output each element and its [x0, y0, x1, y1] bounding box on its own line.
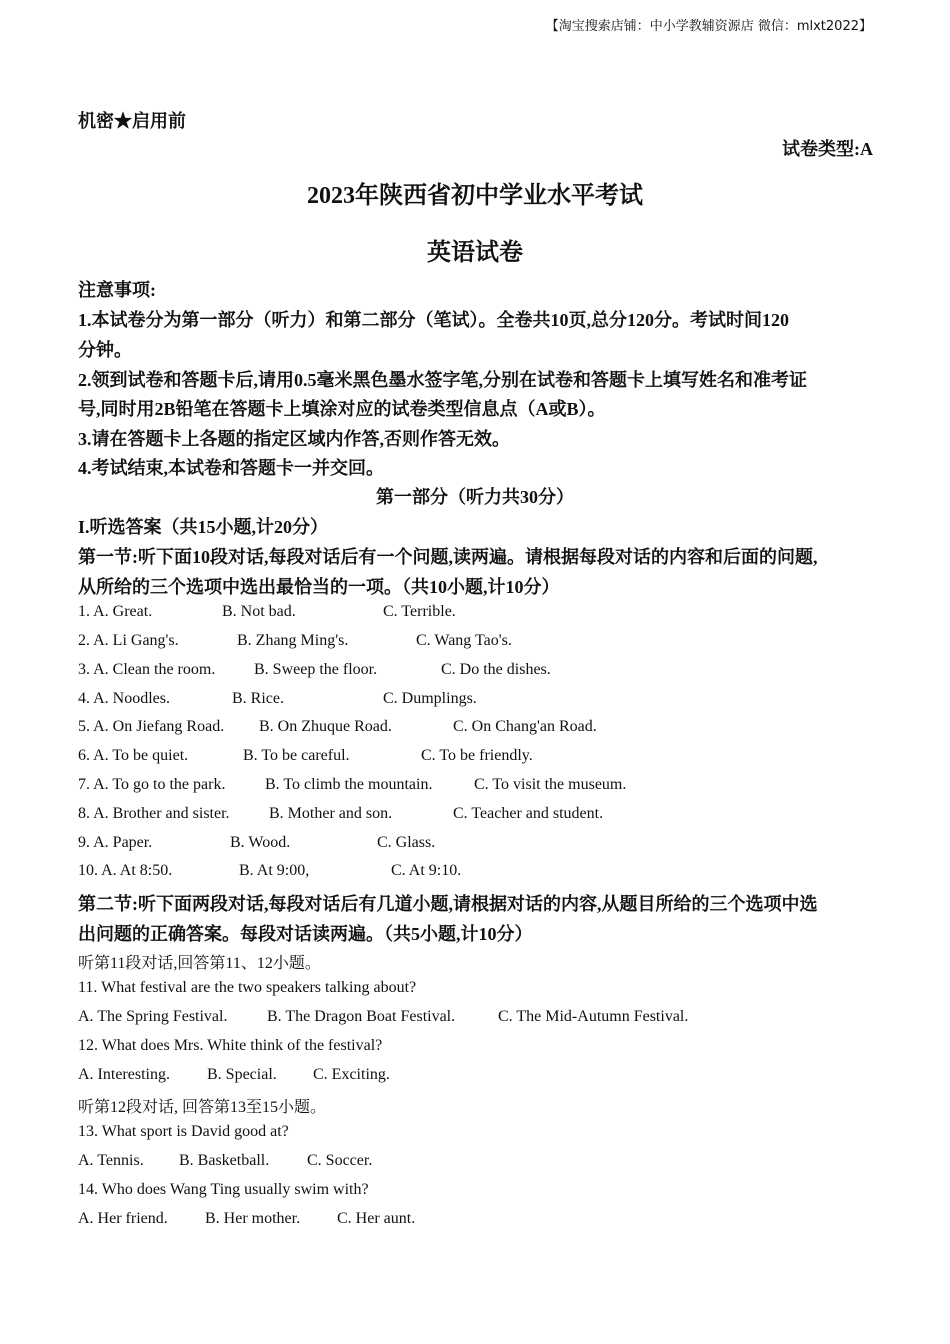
- option-a: 6. A. To be quiet.: [78, 747, 189, 764]
- sub2-instruction: 第二节:听下面两段对话,每段对话后有几道小题,请根据对话的内容,从题目所给的三个选项中选: [78, 894, 818, 914]
- option-b: B. Not bad.: [222, 603, 296, 620]
- option-c: C. The Mid-Autumn Festival.: [498, 1008, 689, 1025]
- option-c: C. Wang Tao's.: [416, 632, 512, 649]
- option-c: C. Terrible.: [383, 603, 456, 620]
- option-a: A. Interesting.: [78, 1066, 170, 1083]
- question-row: [78, 862, 878, 882]
- question-row: [78, 603, 878, 623]
- note-line: 号,同时用2B铅笔在答题卡上填涂对应的试卷类型信息点（A或B）。: [78, 399, 606, 419]
- option-b: B. Rice.: [232, 690, 284, 707]
- option-b: B. To be careful.: [243, 747, 350, 764]
- question-11-options: [78, 1008, 878, 1028]
- option-c: C. Teacher and student.: [453, 805, 604, 822]
- note-line: 2.领到试卷和答题卡后,请用0.5毫米黑色墨水签字笔,分别在试卷和答题卡上填写姓名和准考证: [78, 370, 807, 390]
- option-c: C. On Chang'an Road.: [453, 718, 597, 735]
- option-a: 2. A. Li Gang's.: [78, 632, 179, 649]
- question-13-options: [78, 1152, 878, 1172]
- option-c: C. To visit the museum.: [474, 776, 627, 793]
- option-b: B. Basketball.: [179, 1152, 270, 1169]
- part1-heading: 第一部分（听力共30分）: [376, 487, 574, 507]
- option-b: B. Zhang Ming's.: [237, 632, 349, 649]
- option-b: B. The Dragon Boat Festival.: [267, 1008, 456, 1025]
- option-a: 7. A. To go to the park.: [78, 776, 226, 793]
- option-a: 1. A. Great.: [78, 603, 153, 620]
- note-line: 4.考试结束,本试卷和答题卡一并交回。: [78, 458, 384, 478]
- option-b: B. Mother and son.: [269, 805, 393, 822]
- sub2-instruction: 出问题的正确答案。每段对话读两遍。（共5小题,计10分）: [78, 924, 533, 944]
- option-b: B. At 9:00,: [239, 862, 310, 879]
- dialog11-intro: 听第11段对话,回答第11、12小题。: [78, 955, 321, 972]
- option-a: A. Tennis.: [78, 1152, 144, 1169]
- section1-heading: I.听选答案（共15小题,计20分）: [78, 517, 329, 537]
- option-b: B. Sweep the floor.: [254, 661, 378, 678]
- paper-type-label: 试卷类型:A: [782, 139, 873, 159]
- question-row: [78, 718, 878, 738]
- option-b: B. To climb the mountain.: [265, 776, 433, 793]
- question-row: [78, 632, 878, 652]
- option-c: C. Dumplings.: [383, 690, 477, 707]
- option-c: C. Glass.: [377, 834, 436, 851]
- option-c: C. Her aunt.: [337, 1210, 416, 1227]
- question-11: 11. What festival are the two speakers talking about?: [78, 979, 417, 996]
- sub1-instruction: 从所给的三个选项中选出最恰当的一项。（共10小题,计10分）: [78, 577, 560, 597]
- option-b: B. Her mother.: [205, 1210, 301, 1227]
- option-c: C. At 9:10.: [391, 862, 462, 879]
- question-13: 13. What sport is David good at?: [78, 1123, 289, 1140]
- option-c: C. Soccer.: [307, 1152, 373, 1169]
- question-14: 14. Who does Wang Ting usually swim with?: [78, 1181, 369, 1198]
- option-a: 4. A. Noodles.: [78, 690, 170, 707]
- exam-subtitle: 英语试卷: [427, 240, 523, 266]
- option-c: C. Do the dishes.: [441, 661, 551, 678]
- question-row: [78, 661, 878, 681]
- option-c: C. Exciting.: [313, 1066, 390, 1083]
- option-a: 10. A. At 8:50.: [78, 862, 173, 879]
- option-a: 5. A. On Jiefang Road.: [78, 718, 225, 735]
- question-row: [78, 805, 878, 825]
- note-line: 分钟。: [78, 340, 132, 360]
- option-a: 8. A. Brother and sister.: [78, 805, 230, 822]
- question-row: [78, 690, 878, 710]
- option-a: 3. A. Clean the room.: [78, 661, 216, 678]
- option-b: B. Special.: [207, 1066, 277, 1083]
- note-line: 3.请在答题卡上各题的指定区域内作答,否则作答无效。: [78, 429, 510, 449]
- question-row: [78, 776, 878, 796]
- sub1-instruction: 第一节:听下面10段对话,每段对话后有一个问题,读两遍。请根据每段对话的内容和后面的问题,: [78, 547, 818, 567]
- option-b: B. On Zhuque Road.: [259, 718, 392, 735]
- confidential-label: 机密★启用前: [78, 111, 186, 131]
- option-a: A. Her friend.: [78, 1210, 168, 1227]
- note-line: 1.本试卷分为第一部分（听力）和第二部分（笔试）。全卷共10页,总分120分。考试时间120: [78, 310, 789, 330]
- option-a: 9. A. Paper.: [78, 834, 153, 851]
- question-12-options: [78, 1066, 878, 1086]
- question-12: 12. What does Mrs. White think of the festival?: [78, 1037, 383, 1054]
- question-14-options: [78, 1210, 878, 1230]
- option-c: C. To be friendly.: [421, 747, 533, 764]
- dialog12-intro: 听第12段对话, 回答第13至15小题。: [78, 1099, 327, 1116]
- option-b: B. Wood.: [230, 834, 291, 851]
- question-row: [78, 834, 878, 854]
- option-a: A. The Spring Festival.: [78, 1008, 228, 1025]
- header-watermark-note: 【淘宝搜索店铺：中小学教辅资源店 微信：mlxt2022】: [545, 19, 872, 34]
- exam-title: 2023年陕西省初中学业水平考试: [307, 183, 643, 209]
- notes-heading: 注意事项:: [78, 280, 156, 300]
- question-row: [78, 747, 878, 767]
